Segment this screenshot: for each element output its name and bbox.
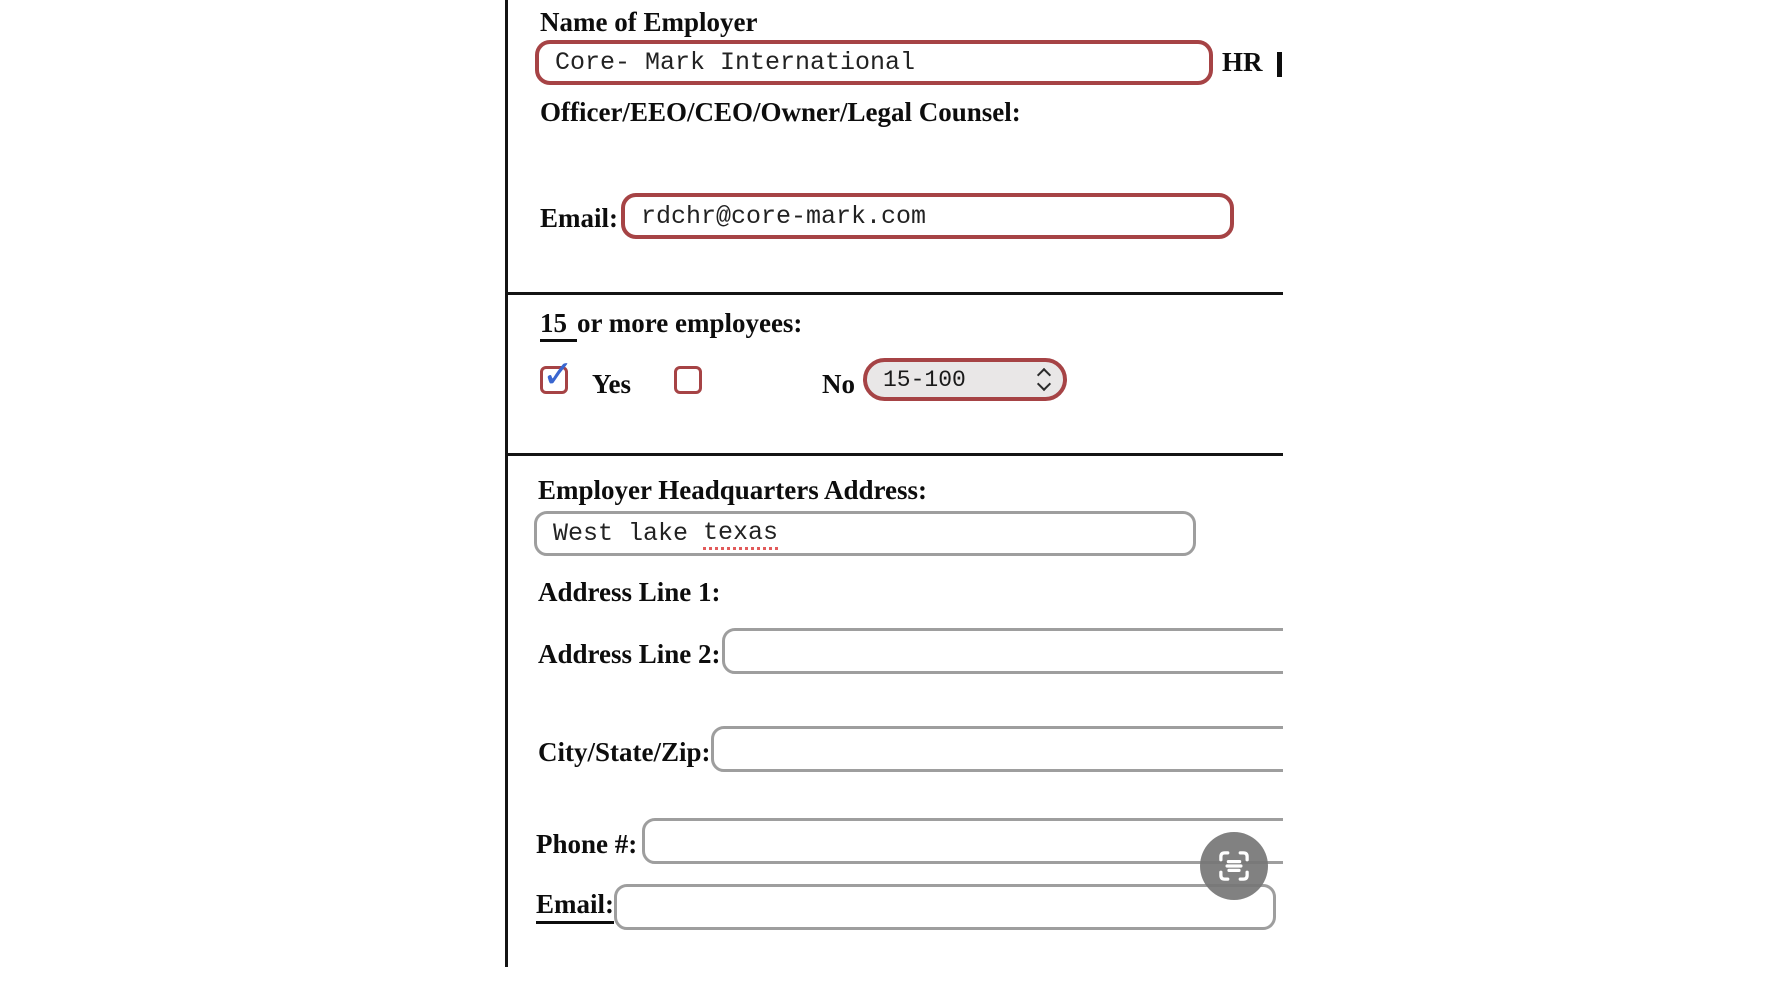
- employees-heading-rest: or more employees:: [577, 308, 803, 338]
- hq-address-input[interactable]: [534, 511, 1196, 556]
- hq-address-value: West lake: [553, 519, 689, 548]
- hq-email-input[interactable]: [614, 884, 1276, 930]
- employer-email-input[interactable]: [621, 193, 1234, 239]
- employee-range-value: 15-100: [883, 366, 966, 393]
- yes-checkbox[interactable]: [540, 352, 574, 396]
- table-left-border: [505, 0, 508, 967]
- employer-email-label: Email:: [540, 203, 618, 233]
- hq-address-heading: Employer Headquarters Address:: [538, 475, 928, 505]
- phone-input[interactable]: [642, 818, 1283, 864]
- clipped-letter-stroke: [1277, 52, 1282, 77]
- no-label: No: [822, 369, 855, 399]
- name-of-employer-label: Name of Employer: [540, 7, 758, 37]
- employee-range-select[interactable]: [863, 358, 1067, 401]
- employees-heading: [540, 307, 802, 339]
- phone-label: Phone #:: [536, 829, 638, 859]
- no-checkbox[interactable]: [674, 366, 702, 394]
- officer-legal-counsel-label: Officer/EEO/CEO/Owner/Legal Counsel:: [540, 97, 1021, 127]
- live-text-icon: [1214, 846, 1254, 886]
- section-divider-2: [505, 453, 1283, 456]
- section-divider-1: [505, 292, 1283, 295]
- hq-email-label: Email:: [536, 888, 614, 924]
- city-state-zip-label: City/State/Zip:: [538, 737, 711, 767]
- hq-address-misspelled-word: texas: [703, 518, 778, 550]
- hr-title-fragment: HR: [1222, 47, 1263, 77]
- name-of-employer-input[interactable]: [535, 40, 1213, 85]
- address-line-2-label: Address Line 2:: [538, 639, 721, 669]
- select-chevrons-icon: [1039, 370, 1049, 389]
- live-text-button[interactable]: [1200, 832, 1268, 900]
- address-line-2-input[interactable]: [722, 628, 1283, 674]
- address-line-1-label: Address Line 1:: [538, 577, 721, 607]
- checkmark-icon: ✓: [542, 352, 574, 396]
- yes-label: Yes: [592, 369, 631, 399]
- city-state-zip-input[interactable]: [711, 726, 1283, 772]
- employees-count-underlined: 15: [540, 308, 577, 342]
